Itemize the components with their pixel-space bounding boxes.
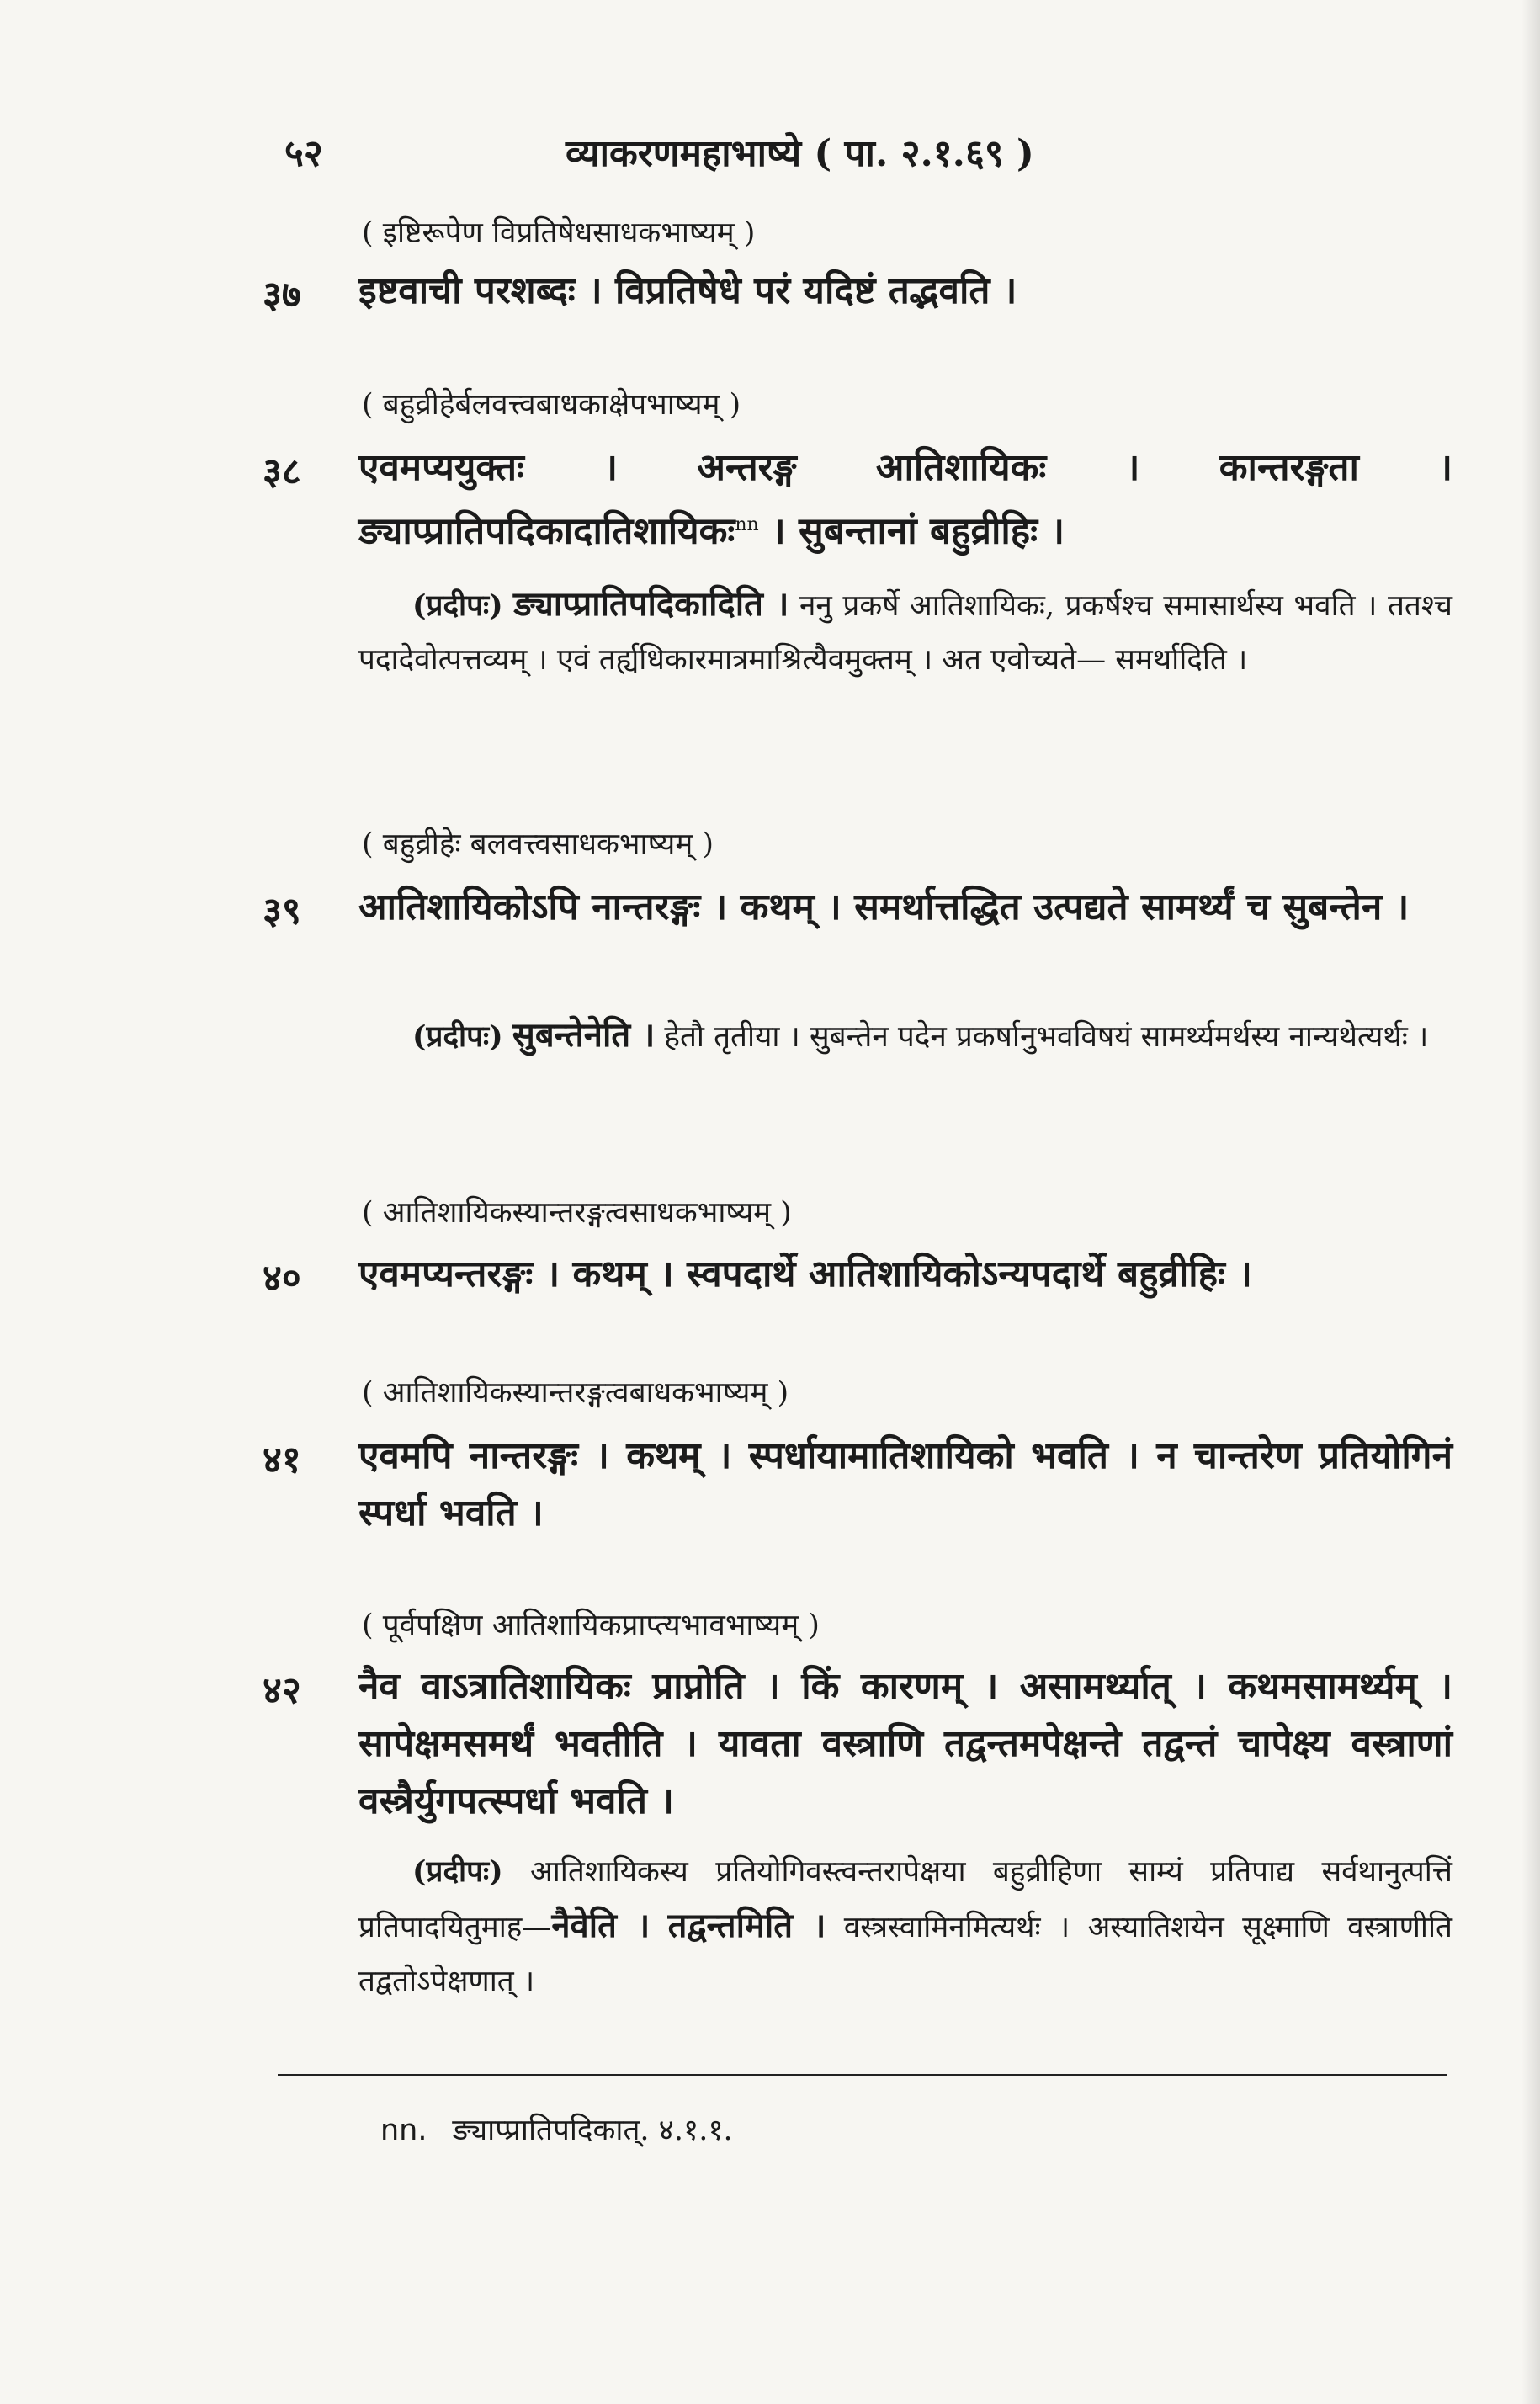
pradipa-keyword: नैवेति । — [551, 1906, 651, 1945]
section-number-41: ४१ — [263, 1439, 301, 1481]
bhashya-39: आतिशायिकोऽपि नान्तरङ्गः । कथम् । समर्थात्तद्धित उत्पद्यते सामर्थ्यं च सुबन्तेन । — [358, 886, 1410, 928]
pradipa-keyword: सुबन्तेनेति । — [512, 1015, 656, 1055]
section-heading-38: ( बहुव्रीहेर्बलवत्त्वबाधकाक्षेपभाष्यम् ) — [362, 388, 741, 422]
section-number-42: ४२ — [263, 1669, 301, 1712]
pradipa-text: हेतौ तृतीया । सुबन्तेन पदेन प्रकर्षानुभवविषयं सामर्थ्यमर्थस्य नान्यथेत्यर्थः । — [664, 1020, 1429, 1054]
bhashya-37: इष्टवाची परशब्दः । विप्रतिषेधे परं यदिष्टं तद्भवति । — [358, 269, 1017, 312]
footnote-text: ङ्याप्प्रातिपदिकात्. ४.१.१. — [452, 2114, 733, 2147]
footnote-mark: nn. — [380, 2114, 427, 2147]
bhashya-38 — [358, 439, 1452, 561]
footnote-rule — [278, 2074, 1447, 2076]
bhashya-41: एवमपि नान्तरङ्गः । कथम् । स्पर्धायामातिशायिको भवति । न चान्तरेण प्रतियोगिनं स्पर्धा भवति । — [358, 1434, 1452, 1534]
pradipa-label: (प्रदीपः) — [412, 1019, 503, 1054]
page-number: ५२ — [284, 132, 323, 175]
section-heading-40: ( आतिशायिकस्यान्तरङ्गत्वसाधकभाष्यम् ) — [362, 1196, 792, 1230]
pradipa-text: आतिशायिकस्य प्रतियोगिवस्त्वन्तरापेक्षया बहुव्रीहिणा साम्यं प्रतिपाद्य सर्वथानुत्पत्तिं प्रतिपादयितुमाह— — [358, 1855, 1452, 1944]
pradipa-42 — [358, 1845, 1452, 2008]
section-heading-42: ( पूर्वपक्षिण आतिशायिकप्राप्त्यभावभाष्यम् ) — [362, 1609, 820, 1642]
bhashya-40: एवमप्यन्तरङ्गः । कथम् । स्वपदार्थे आतिशायिकोऽन्यपदार्थे बहुव्रीहिः । — [358, 1253, 1252, 1295]
section-number-37: ३७ — [263, 274, 301, 316]
pradipa-keyword: ङ्याप्प्रातिपदिकादिति । — [513, 584, 789, 624]
footnote — [380, 2109, 733, 2149]
page-edge-shadow — [1521, 0, 1540, 2404]
pradipa-keyword-2: तद्वन्तमिति । — [667, 1906, 826, 1945]
section-number-39: ३९ — [263, 890, 301, 933]
pradipa-39 — [358, 1008, 1452, 1064]
pradipa-label: (प्रदीपः) — [412, 588, 503, 623]
section-number-38: ३८ — [263, 450, 301, 493]
section-heading-37: ( इष्टिरूपेण विप्रतिषेधसाधकभाष्यम् ) — [362, 216, 756, 250]
pradipa-text-2: वस्त्रस्वामिनमित्यर्थः । अस्यातिशयेन सूक्ष्माणि वस्त्राणीति तद्वतोऽपेक्षणात् । — [358, 1911, 1452, 1998]
section-heading-41: ( आतिशायिकस्यान्तरङ्गत्वबाधकभाष्यम् ) — [362, 1376, 789, 1410]
bhashya-38-text: एवमप्ययुक्तः । अन्तरङ्ग आतिशायिकः । कान्तरङ्गता । ङ्याप्प्रातिपदिकादातिशायिकः — [358, 446, 1452, 553]
footnote-ref: nn — [735, 514, 759, 535]
section-heading-39: ( बहुव्रीहेः बलवत्त्वसाधकभाष्यम् ) — [362, 827, 714, 861]
pradipa-38 — [358, 577, 1452, 687]
bhashya-42: नैव वाऽत्रातिशायिकः प्राप्नोति । किं कारणम् । असामर्थ्यात् । कथमसामर्थ्यम् । सापेक्षमसमर्थं भवतीति । यावता वस्त्राणि तद्वन्तमपेक्षन्ते तद्वन्तं चापेक्ष्य वस्त्राणां वस्त्रैर्युगपत्स्पर्धा भवति । — [358, 1665, 1452, 1822]
section-number-40: ४० — [263, 1257, 301, 1300]
running-title: व्याकरणमहाभाष्ये ( पा. २.१.६९ ) — [566, 132, 1034, 175]
pradipa-label: (प्रदीपः) — [412, 1854, 503, 1889]
pradipa-text: ननु प्रकर्षे आतिशायिकः, प्रकर्षश्च समासार्थस्य भवति । ततश्च पदादेवोत्पत्तव्यम् । एवं तर्ह्यधिकारमात्रमाश्रित्यैवमुक्तम् । अत एवोच्यते— समर्थादिति । — [358, 589, 1452, 677]
bhashya-38-text-end: । सुबन्तानां बहुव्रीहिः । — [758, 509, 1065, 553]
